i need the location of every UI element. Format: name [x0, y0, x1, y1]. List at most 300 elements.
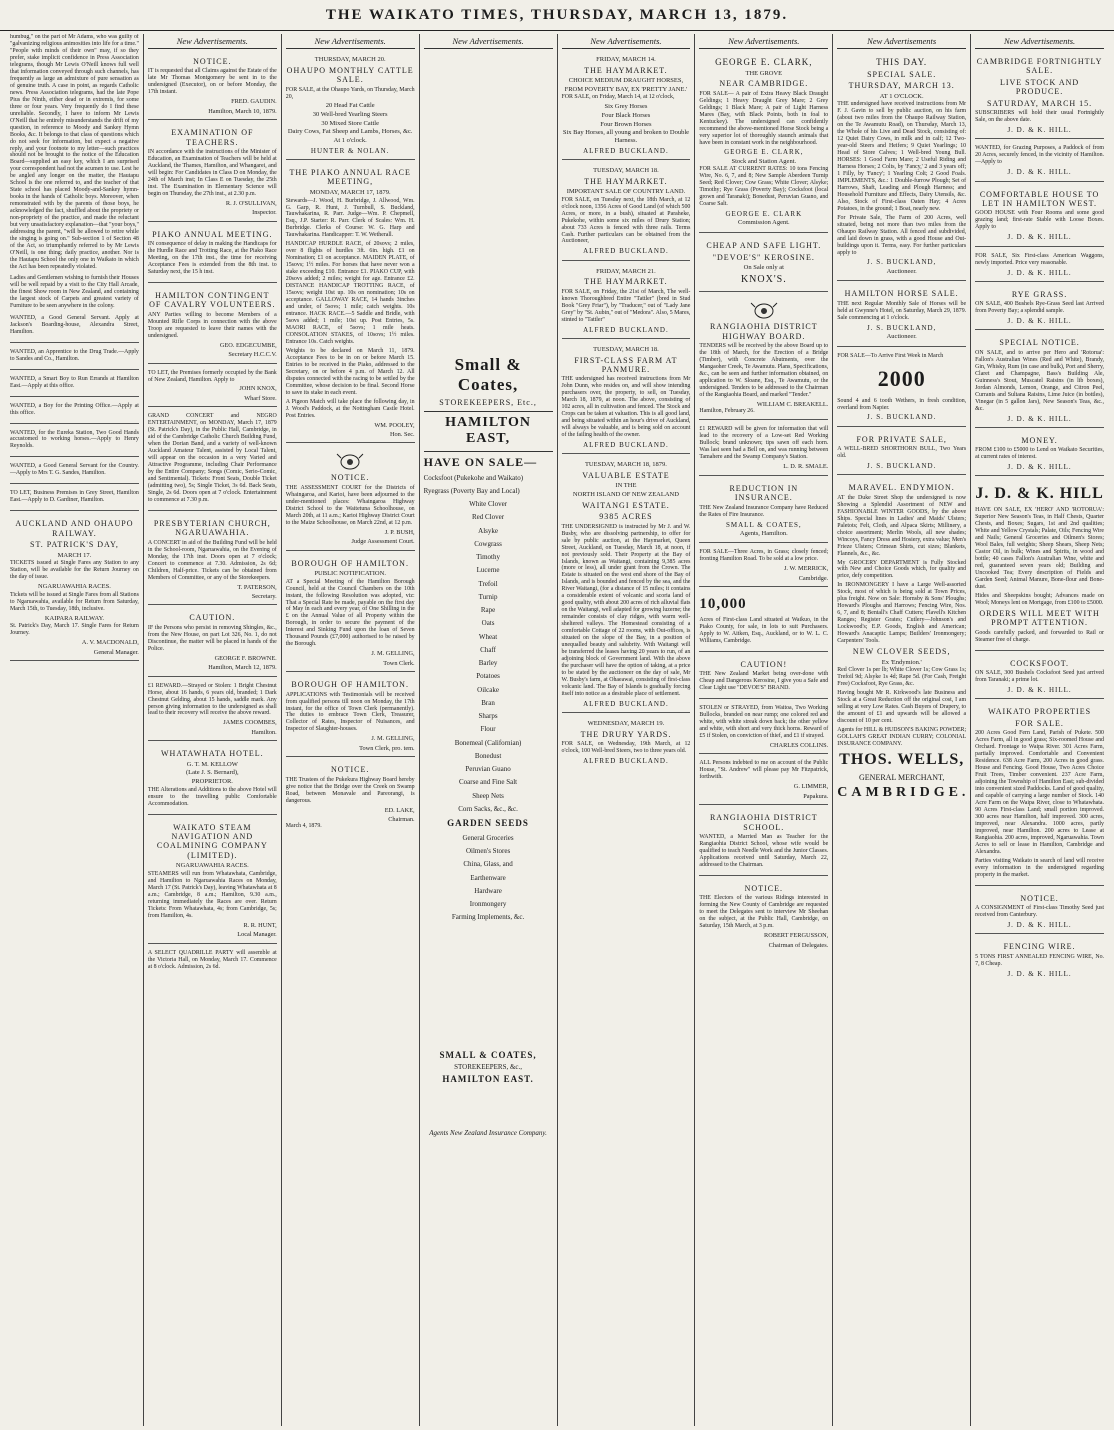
- kaipara-heading: KAIPARA RAILWAY.: [44, 614, 105, 622]
- tender-text: TENDERS will be received by the above Board up to the 18th of March, for the Erection of a Bridge (Timber), with Concrete Abutments, over the Mangaoher Creek, Te Awamutu. Plans, Specifications, &c., can be seen and further information obtained, on application to W. Sloane, Esq., Te Awamutu, or the undersigned. Tenders to be addressed to the Chairman of the Rangiaohia Board, and marked "Tender.": [699, 343, 829, 399]
- electors-text: THE Electors of the various Ridings interested in forming the New County of Cambridge are requested to meet the Delegates sent to interview Mr Sheehan on the subject, at the Public Hall, Cambridge, on Saturday, 15th March, at 3 p.m.: [699, 895, 829, 930]
- list-item: Coarse and Fine Salt: [458, 778, 518, 787]
- bull-text: A WELL-BRED SHORTHORN BULL, Two Years old.: [837, 446, 967, 460]
- list-item: Oats: [481, 619, 495, 628]
- waitangi-estate: [562, 457, 691, 713]
- seed-item: Ryegrass (Poverty Bay and Local): [423, 486, 520, 495]
- insurance-title: REDUCTION IN INSURANCE.: [729, 483, 799, 503]
- advertisement: [148, 410, 277, 511]
- ad-subtitle: FOR SALE.: [1015, 718, 1064, 728]
- list-item: 30 Mixed Store Cattle: [321, 119, 379, 127]
- firm-footer: SMALL & COATES,: [439, 1049, 537, 1060]
- ad-subtitle-2: (Late J. S. Bernard),: [185, 769, 239, 777]
- wanted-ads: [10, 312, 139, 512]
- railway-notice: [10, 514, 139, 661]
- ad-text-2: Hides and Sheepskins bought; Advances made on Wool; Moneys lent on Mortgage, from £100 to £5000.: [975, 592, 1104, 606]
- sale-signature: HUNTER & NOLAN.: [310, 146, 390, 155]
- list-item: Sharps: [478, 712, 498, 721]
- list-item: Corn Sacks, &c., &c.: [458, 804, 518, 813]
- ad-signature: J. D. & K. HILL.: [1007, 126, 1072, 135]
- ad-text: A CONCERT in aid of the Building Fund will be held in the School-room, Ngaruawahia, on the Evening of Monday, the 17th inst. Doors open at 7 o'clock; Concert to commence at 7.30. Admission, 2s 6d; Children, Half-price. Tickets can be obtained from Members of Committee, or any of the Storekeepers.: [147, 539, 277, 581]
- list-item: 20 Head Fat Cattle: [325, 102, 375, 110]
- column-heading: New Advertisements: [837, 34, 966, 49]
- railway-text: TICKETS issued at Single Fares any Station to any Station, will be available for the Return Journey on the day of issue.: [10, 560, 139, 581]
- notice-title: NOTICE.: [331, 473, 370, 483]
- clark-text: FOR SALE— A pair of Extra Heavy Black Draught Geldings; 1 Heavy Draught Grey Mare; 2 Grey Geldings; 1 Black Mare; A pair of Light Harness Mares (Bay, with Black Points, both in foal to Kentuckey). The undersigned can confidently recommend the above-mentioned Horse Stock being a very superior lot of thoroughly staunch animals that have been in constant work in the neighbourhood.: [699, 90, 829, 146]
- bullock-reward: [699, 423, 828, 475]
- sale-subtitle: IMPORTANT SALE OF COUNTRY LAND.: [566, 188, 686, 196]
- kerosine-brand: "DEVOE'S" KEROSINE.: [712, 252, 815, 262]
- clark-location: NEAR CAMBRIDGE.: [719, 79, 809, 89]
- clover-title: NEW CLOVER SEEDS,: [852, 647, 951, 657]
- debt-text: ALL Persons indebted to me on account of the Public House, "St. Andrew" will please pay Mr Fitzpatrick, forthwith.: [699, 760, 829, 781]
- ad-text: GRAND CONCERT and NEGRO ENTERTAINMENT, on MONDAY, March 17, 1879 (St. Patrick's Day), in the Public Hall, Cambridge, in aid of the Cambridge Catholic Church Building Fund, when the Dorian Band, and a variety of well-known Auckland Amateur Talent, assisted by Local Talent, will appear on the occasion in a very Varied and Attractive Programme, including Chair Performance by the Entire Company; Songs (Comic, Serio-Comic, and Sentimental). Tickets: Front Seats, Double Ticket (admitting two), 5s; Single Ticket, 3s 6d. Back Seats, Single, 2s 6d. Doors open at 7 o'clock. Entertainment to commence at 7.30 p.m.: [147, 413, 277, 503]
- advertisement: [975, 142, 1104, 181]
- bull-signature: J. S. BUCKLAND.: [867, 462, 937, 471]
- ad-signature: J. D. & K. HILL.: [1007, 317, 1072, 326]
- columns: [6, 34, 1108, 1426]
- ad-text: ON SALE, and to arrive per Hero and 'Rotorua': Fallon's Australian Wines (Red and White), Brandy, Gin, Whisky, Rum (in case and bulk), Port and Sherry, Claret and Champagne, Bass's Building Ale, Guinness's Stout, Muscatel Raisins (in lib boxes), Jordan Almonds, Lemon, Orange, and Citron Peel, Currants and Sultana Raisins, Lime Juice (in bottles), Vinegar (in 5 gallon Jars), New Season's Teas, &c., &c.: [975, 349, 1104, 412]
- column-6: [695, 34, 833, 1426]
- assessment-court-notice: [286, 446, 415, 550]
- merchant-title: GENERAL MERCHANT,: [859, 772, 945, 782]
- ad-text: 5 TONS FIRST ANNEALED FENCING WIRE, No. 7, 8 Cheap.: [975, 953, 1104, 967]
- clark-sub: THE GROVE: [745, 69, 783, 77]
- wethers-text: FOR SALE—To Arrive First Week in March: [837, 352, 944, 359]
- horse-sale-signature: J. S. BUCKLAND,: [867, 323, 937, 332]
- sale-signature: ALFRED BUCKLAND.: [583, 699, 669, 708]
- column-3: [282, 34, 420, 1426]
- private-sale-text: For Private Sale, The Farm of 200 Acres, well situated, being not more than two miles from the Ohaupo Railway Station. All fenced and subdivided, and laid down in grass, with a good House and Out-buildings upon it. Terms, easy. For further particulars apply to: [837, 214, 967, 256]
- ad-text: WANTED, a Good General Servant for the Country.—Apply to Mrs T. G. Sandes, Hamilton.: [10, 463, 139, 477]
- ad-signature: JAMES COOMBES,: [223, 719, 277, 727]
- acres-description: Acres of First-class Land situated at Waikuo, in the Piako County, for sale, in lots to suit Purchasers. Apply to W. Aitken, Esq., Auckland, or to W. L. C. Williams, Cambridge.: [699, 616, 829, 644]
- clark-title: GEORGE E. CLARK,: [715, 57, 813, 68]
- ad-signature-title: Secretary.: [251, 593, 277, 601]
- list-item: Red Clover: [472, 513, 505, 522]
- list-item: Trefoil: [478, 579, 498, 588]
- list-item: Ironmongery: [469, 900, 507, 909]
- ad-title: MONEY.: [1021, 435, 1058, 445]
- advertisement: [148, 52, 277, 120]
- ad-text: FOR SALE, Six First-class American Waggons, newly imported. Price very reasonable.: [975, 252, 1104, 266]
- advertisement: [975, 431, 1104, 477]
- clover-ship: Ex 'Endymion.': [881, 658, 922, 666]
- letter-body: humbug," on the part of Mr Adams, who was guilty of "galvanizing religious animosities into life for a time." "People with minds of their own" may, if so they prefer, stake implicit confidence in Press Association telegrams, though Mr Lewis O'Neill knows full well that information conveyed through such channels, has frequently as large an admixture of pure sensation as of genuine truth. A case in point, as regards Catholic news. Press Association telegrams, had the late Pope Pius the Ninth, either dead or in extremis, for some three or four years. Very frequently do I find these unreliable. Secondly, I have to inform Mr Lewis O'Neill that he entirely misunderstands the drift of my question, in reference to Moody and Sankey Hymn Books, &c. It belongs to that class of questions which do not seek for information, but expect a negative reply, and your footnote to my letter—such practices should not be brought to the notice of the Education Board—supplied an easy key, which I am surprised your correspondent had not the acumen to use. Lest he be angled any longer on the matter, the Hautapu School is the one referred to, and the teacher of that State school has placed Moody-and-Sankey hymn-books in the hands of Catholic boys. Moreover, when remonstrated with by the parents of those boys, he acknowledged the fact, shuffled about the propriety or non-propriety of the practice, and made the reluctant but very unsatisfactory explanation—that "your boys," addressing the parent, "will be allowed to retire while the singing is going on." Sub-section 1 of Section 48 of the Act, so triumphantly referred to by Mr Lewis O'Neill, is one thing; daily practice, another. Nor is the Hautapu School the only one in Waikato in which the Act has been repeatedly violated.: [10, 34, 139, 270]
- column-heading: New Advertisements.: [699, 34, 828, 49]
- ad-text: 200 Acres Good Fern Land, Parish of Pukete. 500 Acres Farm, all in good grass; Six-roomed House and Orchard. Frontage to Waipa River. 301 Acres Farm, partially improved. Comfortable and Convenient Residence. 638 Acre Farm, 200 Acres in good grass. House and Fencing. Good House, Two Acres Choice Fruit Trees, Timber convenient. 237 Acre Farm, adjoining the Township of Hamilton East; sub-divided into convenient sized Paddocks. Land of good quality, and capable of carrying a large number of Stock. 140 Acre Farm on the Waipa River, close to Whatawhata. 90 Acres First-class Land; small portion improved. 300 acres near Hamilton, half improved. 300 acres, improved, near Alexandra. 1000 acres, partly improved, near Hamilton. 200 acres to Lease at Rangiaohia. 200 acres, improved, Ngaruawahia. Town Acres to sell or lease in Hamilton, Cambridge and Alexandra.: [975, 730, 1104, 855]
- bridge-date: March 4, 1879.: [285, 823, 322, 830]
- ad-signature: J. D. & K. HILL.: [1007, 414, 1072, 423]
- clerk-signature-title: Town Clerk, pro. tem.: [359, 744, 415, 752]
- ad-subtitle-3: PROPRIETOR.: [191, 778, 233, 786]
- ad-title: PRESBYTERIAN CHURCH, NGARUAWAHIA.: [153, 518, 271, 538]
- column-heading: New Advertisements.: [286, 34, 415, 49]
- sale-signature: J. S. BUCKLAND,: [867, 258, 937, 267]
- sale-signature: ALFRED BUCKLAND.: [583, 325, 669, 334]
- ad-title: CAUTION.: [189, 613, 236, 623]
- ad-title: CAMBRIDGE FORTNIGHTLY SALE.: [976, 57, 1103, 76]
- highway-board-tender: [699, 295, 828, 420]
- firm-footer-location: HAMILTON EAST.: [442, 1074, 534, 1085]
- piako-race-meeting: [286, 163, 415, 443]
- sale-origin: FROM POVERTY BAY, EX 'PRETTY JANE.': [564, 85, 688, 93]
- ad-date: SATURDAY, MARCH 15.: [986, 98, 1093, 108]
- ad-signature: J. D. & K. HILL.: [1007, 969, 1072, 978]
- agents-line: Agents New Zealand Insurance Company.: [429, 1129, 547, 1138]
- ad-text: SUBSCRIBERS will hold their usual Fortnightly Sale, on the above date.: [975, 110, 1104, 124]
- column-8-ads: [975, 52, 1104, 982]
- sale-signature: ALFRED BUCKLAND.: [583, 757, 669, 766]
- list-item: White Clover: [469, 500, 508, 509]
- wethers-sale: [837, 350, 966, 427]
- sale-lines: [562, 103, 691, 144]
- advertisement: [10, 373, 139, 397]
- list-item: Peruvian Guano: [465, 765, 511, 774]
- sale-region: NORTH ISLAND OF NEW ZEALAND: [572, 491, 679, 499]
- special-sale: [837, 52, 966, 281]
- acres-text: FOR SALE—Three Acres, in Grass; closely fenced; fronting Hamilton Road. To be sold at a low price.: [699, 549, 829, 563]
- stolen-signature: CHARLES COLLINS.: [769, 741, 829, 749]
- ad-text: IF the Persons who persist in removing Shingles, &c., from the New House, on part Lot 326, No. 1, do not Discontinue, the matter will be placed in hands of the Police.: [147, 624, 277, 652]
- list-item: Lucerne: [476, 566, 500, 575]
- school-title: RANGIAOHIA DISTRICT SCHOOL.: [709, 813, 818, 832]
- advertisement: [975, 285, 1104, 331]
- ad-text: £1 REWARD.—Strayed or Stolen: 1 Bright Chestnut Horse, about 16 hands, 6 years old, branded; 1 Dark Chestnut Gelding, about 15 hands, saddle mark. Any person giving information to the undersigned as shall lead to their recovery will receive the above reward.: [147, 682, 277, 717]
- clover-prices: Red Clover 1s per lb; White Clover 1s; Cow Grass 1s; Trefoil 9d; Alsyke 1s 4d; Rape 5d. (For Cash, Freight Free) Cocksfoot, Rye Grass, &c.: [837, 667, 967, 688]
- sale-title: THE HAYMARKET.: [584, 65, 668, 75]
- acres-number: 10,000: [699, 596, 747, 613]
- ad-text: WANTED, for Grazing Purposes, a Paddock of from 20 Acres, securely fenced, in the vicinity of Hamilton.—Apply to: [975, 145, 1104, 166]
- sale-date: WEDNESDAY, MARCH 19.: [587, 720, 665, 728]
- borough-signature-title: Town Clerk.: [383, 659, 415, 667]
- ad-title: PIAKO ANNUAL MEETING.: [152, 229, 273, 239]
- advertisement: [10, 346, 139, 370]
- ad-signature: GEO. EDGECUMBE,: [219, 341, 277, 349]
- ad-signature: J. D. & K. HILL.: [1007, 233, 1072, 242]
- list-item: General Groceries: [462, 833, 514, 842]
- ad-signature: R. J. O'SULLIVAN,: [225, 199, 277, 207]
- race-programme: HANDICAP HURDLE RACE, of 20sovs; 2 miles, over 8 flights of hurdles 3ft. 6in. high. £1 on Nomination; £1 on acceptance. MAIDEN PLATE, of 15sovs; 1½ miles. For horses that have never won a stake exceeding £10. Entrance £1. PIAKO CUP, with 20sovs added; 2 miles; weight for age. Entrance £2. DISTANCE HANDICAP TROTTING RACE, of 15sovs; weight 10st up. 10s on nomination; 10s on acceptance. GALLOWAY RACE, 14 hands 3inches and under, of 5sovs; 1 mile; catch weights. 10s entrance. HACK RACE.—5 Saddle and Bridle, with 5sovs added; 1 mile; 10st up. Post Entries, 5s. MAORI RACE, of 5sovs; 1 mile heats. CONSOLATION STAKES, of 10sovs; 1½ miles. Entrance 10s. Catch weights.: [285, 241, 415, 345]
- advertisement: [975, 250, 1104, 282]
- railway-title: AUCKLAND AND OHAUPO RAILWAY.: [15, 519, 134, 538]
- sale-title: OHAUPO MONTHLY CATTLE SALE.: [286, 65, 414, 85]
- races-text: Tickets will be issued at Single Fares from all Stations to Ngaruawahia, available for Return from Saturday, March 15th, to Tuesday, 18th, inclusive.: [10, 591, 139, 612]
- stock-list-2: [424, 834, 553, 922]
- insurance-reduction: [699, 479, 828, 544]
- reward-signature: L. D. R. SMALE.: [783, 463, 829, 471]
- sale-title: VALUABLE ESTATE: [582, 471, 670, 481]
- advertisement: [975, 937, 1104, 982]
- ad-text-2: Parties visiting Waikato in search of land will receive every information in the undersigned regarding property in the market.: [975, 857, 1104, 878]
- column-1: [6, 34, 144, 1426]
- ad-signature-title: Wharf Store.: [244, 394, 277, 402]
- advertisement: [148, 744, 277, 814]
- ad-signature-title: Hamilton, March 12, 1879.: [208, 664, 277, 672]
- firm-location: HAMILTON EAST,: [424, 411, 553, 452]
- race-date: MONDAY, MARCH 17, 1879.: [309, 188, 391, 196]
- sale-text: FOR SALE, on Tuesday next, the 18th March, at 12 o'clock noon, 1356 Acres of Good Land (of which 500 Acres, or more, in a bush), situated at Paraheke, Pukekohe, within some six miles of Drury Station; about 733 Acres is fenced with three rails. Terms Cash. Further particulars can be obtained from the Auctioneer,: [561, 196, 691, 245]
- advertisement: [10, 312, 139, 343]
- three-acres-sale: [699, 546, 828, 587]
- sale-text: FOR SALE, at the Ohaupo Yards, on Thursday, March 20,: [285, 86, 415, 100]
- merchant-location: CAMBRIDGE.: [837, 785, 970, 801]
- ad-title: RYE GRASS.: [1011, 289, 1068, 299]
- sale-text: THE undersigned has received instructions from Mr John Dunn, who resides on, and will show intending purchasers over, the property, to sell, on Tuesday, March 18, 1879, at noon. The above, consisting of 102 acres, all in cultivation and fenced. The Stock and Crops can be taken at valuation. This is all good land, and being situated within an hour's drive of Auckland, will always be valuable, and is being sold on account of the failing health of the owner.: [561, 376, 691, 439]
- advertisement: [148, 947, 277, 977]
- seed-item: Cocksfoot (Pukekohe and Waikato): [423, 473, 524, 482]
- column-5: [558, 34, 696, 1426]
- garden-seeds: GARDEN SEEDS: [447, 818, 529, 829]
- list-item: Rape: [480, 606, 496, 615]
- advertisement: [148, 123, 277, 222]
- ad-title: WHATAWHATA HOTEL.: [161, 749, 264, 759]
- advertisement: [10, 460, 139, 484]
- borough-text: AT a Special Meeting of the Hamilton Borough Council, held at the Council Chambers on the 10th instant, the following Resolution was adopted, viz: That a Special Rate be made, payable on the first day of May in each and every year, of One Shilling in the £ on the Annual Value of all Property within the Borough, in order to secure the payment of the Interest and Sinking Fund upon the loan of Seven Thousand Pounds (£7,000) authorised to be raised by the Borough.: [285, 578, 415, 648]
- kerosine-ad: [699, 236, 828, 292]
- ad-title: COMFORTABLE HOUSE TO LET IN HAMILTON WEST.: [979, 189, 1100, 208]
- borough-title: BOROUGH OF HAMILTON.: [291, 558, 409, 568]
- column-heading: New Advertisements.: [148, 34, 277, 49]
- furnishing-notice: Ladies and Gentlemen wishing to furnish their Houses will be well repaid by a visit to the City Hall Arcade, the finest Show room in New Zealand, and containing the largest stock of Carpets and greatest variety of Furniture to be seen anywhere in the colony.: [10, 274, 139, 309]
- ad-text: GOOD HOUSE with Four Rooms and some good grazing land; first-rate Stable with Loose Boxes. Apply to: [975, 210, 1104, 231]
- column-2-ads: [148, 52, 277, 977]
- sale-text: FOR SALE, on Wednesday, 19th March, at 12 o'clock, 100 Well-bred Steers, two to three years old.: [561, 741, 691, 755]
- race-conditions: Weights to be declared on March 11, 1879. Acceptance Fees to be in on or before March 15. Entries to be received in the Piako, addressed to the Secretary, on or before 4 p.m. of March 12. All disputes connected with the racing to be settled by the Committee, whose decision to be final. Second Horse to save its stake in each event.: [285, 347, 415, 396]
- column-heading: New Advertisements.: [975, 34, 1104, 49]
- ad-title: NOTICE.: [1020, 893, 1059, 903]
- ironmongery-text: In IRONMONGERY I have a Large Well-assorted Stock, most of which is being sold at Town Prices, plus freight. Now on Sale: Hornsby & Sons' Ploughs; Howard's Ploughs and Harrows; Fencing Wire, Nos. 6, 7, and 8; Bentall's Chaff Cutters; Flavell's Kitchen Ranges; Register Grates; Cutlery—Johnson's and Lockwood's; E.P. Goods, English and American; Howard's Anacaptic Lamps; Builders' Ironmongery; Carpenters' Tools.: [837, 582, 967, 645]
- column-4: [420, 34, 558, 1426]
- bridge-signature: ED. LAKE,: [384, 806, 415, 814]
- wethers-description: Sound 4 and 6 tooth Wethers, in fresh condition, overland from Napier.: [837, 397, 967, 411]
- masthead: THE WAIKATO TIMES, THURSDAY, MARCH 13, 1879.: [0, 0, 1114, 31]
- sale-date: FRIDAY, MARCH 14.: [596, 56, 656, 64]
- firm-name: Small & Coates,: [454, 355, 522, 395]
- sale-date: THURSDAY, MARCH 13.: [848, 81, 955, 91]
- ad-subtitle: G. T. M. KELLOW: [186, 760, 238, 768]
- tender-date: Hamilton, February 26.: [699, 408, 755, 415]
- ad-text: STEAMERS will run from Whatawhata, Cambridge, and Hamilton to Ngaruawahia Races on Monday, March 17 (St. Patrick's Day), leaving Whatawhata at 8 a.m.; Cambridge, 8 a.m.; Hamilton, 9.30 a.m., returning immediately the Races are over. Return Tickets: From Whatawhata, 4s; from Cambridge, 5s; from Hamilton, 4s.: [147, 871, 277, 919]
- list-item: Six Grey Horses: [604, 103, 648, 111]
- ad-signature-title: Secretary H.C.C.V.: [228, 351, 277, 359]
- list-item: Potatoes: [476, 672, 500, 681]
- clerk-title: BOROUGH OF HAMILTON.: [291, 680, 409, 690]
- sale-signature: ALFRED BUCKLAND.: [583, 146, 669, 155]
- advertisement: [10, 400, 139, 424]
- ad-title: FENCING WIRE.: [1003, 942, 1076, 952]
- grocery-text: My GROCERY DEPARTMENT is Fully Stocked with New and Choice Goods which, for quality and price, defy competition.: [837, 559, 967, 580]
- sale-subtitle: SPECIAL SALE.: [867, 69, 937, 79]
- railway-date: MARCH 17.: [57, 551, 92, 559]
- sale-date: FRIDAY, MARCH 21.: [596, 267, 656, 275]
- ad-title: EXAMINATION OF TEACHERS.: [171, 128, 254, 147]
- ohaupo-cattle-sale: [286, 52, 415, 160]
- ad-text-3: Goods carefully packed, and forwarded to Rail or Steamer free of charge.: [975, 629, 1104, 643]
- ad-text: ANY Parties willing to become Members of a Mounted Rifle Corps in connection with the above Troop are requested to leave their names with the undersigned.: [147, 311, 277, 339]
- sale-title: THIS DAY.: [876, 57, 928, 68]
- advertisement: [975, 889, 1104, 935]
- sale-text: THE undersigned have received instructions from Mr F. J. Gavin to sell by public auction, on his farm (about two miles from the Ohaupo Railway Station, on the Te Awamutu Road), on Thursday, March 13, the Whole of his Live and Dead Stock, consisting of: 12 Quiet Dairy Cows, in milk and in calf; 12 Two-year-old Steers and Heifers; 9 Quiet Yearlings; 10 Head of Store Calves; 1 Well-bred Young Bull. HORSES: 1 Good Farm Mare; 2 Useful Riding and Harness Horses; 2 Colts, by 'Fancy,' 2 and 3 years off; 1 Filly, by 'Fancy'; 1 Yearling Colt; 2 Good Foals. IMPLEMENTS, &c.: 1 Double-furrow Plough; Set of Harrows, Shaft, Leading and Plough Harness; and Household Furniture and Effects, Dairy Utensils, &c. Also, Stock of First-class Oaten Hay; 4 Acres Potatoes, in the ground; 1 Boat, nearly new.: [837, 101, 967, 212]
- caution-kerosine: [699, 655, 828, 699]
- sale-time: AT 1 O'CLOCK.: [879, 92, 924, 100]
- advertisement: [975, 479, 1104, 650]
- ten-thousand-acres: [699, 590, 828, 652]
- clark-signature-2: GEORGE E. CLARK: [725, 210, 803, 219]
- ad-title: HAMILTON CONTINGENT OF CAVALRY VOLUNTEERS.: [149, 290, 276, 310]
- advertisement: [975, 702, 1104, 885]
- acres-location: Cambridge.: [798, 574, 829, 582]
- sale-signature: ALFRED BUCKLAND.: [583, 441, 669, 450]
- list-item: Wheat: [478, 632, 498, 641]
- ad-text: FROM £100 to £5000 to Lend on Waikato Securities, at current rates of interest.: [975, 447, 1104, 461]
- ad-text: HAVE ON SALE, EX 'HERO' AND 'ROTORUA': Superior New Season's Teas, in Half Chests, Quarter Chests, and Boxes; Sugars, 1st and 2nd qualities; White and Yellow Crystals; Palate, Oils; Fencing Wire and Nails; General Groceries and Oilmen's Stores; Wool Bales, full weights; Sheep Shears, Sheep Nets; Castor Oil, in bulk; Wines and Spirits, in wood and bottle; 40 cases Fallon's Australian Wine, white and red, guaranteed seven years old; Building and Uncooked Tea; Every description of Fields and Garden Seed; Animal Manure, Bone-flour and Bone-dust.: [975, 507, 1104, 590]
- stock-list: [424, 500, 553, 813]
- ad-text: THE Alterations and Additions to the above Hotel will ensure to the travelling public Comfortable Accommodation.: [147, 786, 277, 807]
- ad-signature: FRED. GAUDIN.: [231, 98, 277, 106]
- ad-signature: R. R. HUNT,: [243, 921, 277, 929]
- sale-date: TUESDAY, MARCH 18.: [593, 345, 659, 353]
- notice-signature-title: Judge Assessment Court.: [351, 538, 415, 546]
- sale-title: THE HAYMARKET.: [584, 277, 668, 287]
- panmure-farm: [562, 342, 691, 455]
- bridge-signature-title: Chairman.: [388, 815, 415, 823]
- sale-title: FIRST-CLASS FARM AT PANMURE.: [574, 355, 678, 374]
- clerk-signature: J. M. GELLING,: [371, 735, 415, 743]
- reward-text: £1 REWARD will be given for information that will lead to the recovery of a Low-set Red Working Bullock; brand unknown; tips sawn off each horn. Was last seen had a Bell on, and was running between Tamahere and the Swamp Company's Station.: [699, 426, 829, 461]
- sale-date: THURSDAY, MARCH 20.: [314, 56, 386, 64]
- bridge-notice: [286, 760, 415, 834]
- george-clark-ad: [699, 52, 828, 233]
- list-item: Oilmen's Stores: [465, 847, 511, 856]
- notice-text: THE ASSESSMENT COURT for the Districts of Whaingaroa, and Karioi, have been adjourned to the under-mentioned places: Whaingaroa Highway District School to the Waitetuna Schoolhouse, on March 20th, at 11 a.m.; Karioi Highway District Court to the Maize Schoolhouse, on March 22nd, at 12 p.m.: [285, 484, 415, 526]
- caution-text: THE New Zealand Market being over-done with Cheap and Dangerous Kerosine, I give you a Safe and Clear Light use "DEVOE'S" BRAND.: [699, 671, 829, 692]
- ad-text: A SELECT QUADRILLE PARTY will assemble at the Victoria Hall, on Monday, March 17. Commence at 8 o'clock. Admission, 2s 6d.: [147, 949, 277, 970]
- ad-signature: GEORGE F. BROWNE.: [214, 654, 277, 662]
- ad-signature: J. D. & K. HILL.: [1007, 168, 1072, 177]
- clark-signature-title-2: Commission Agent.: [737, 219, 790, 227]
- race-signature: WM. POOLEY,: [374, 421, 415, 429]
- electors-signature: ROBERT FERGUSSON,: [764, 932, 829, 940]
- district-school: [699, 808, 828, 876]
- column-2: [144, 34, 282, 1426]
- list-item: Bran: [481, 698, 495, 707]
- stolen-bullocks: [699, 702, 828, 754]
- ad-signature-title: Local Manager.: [237, 931, 277, 939]
- borough-signature: J. M. GELLING,: [371, 650, 415, 658]
- sale-text: FOR SALE, on Friday, March 14, at 12 o'clock,: [561, 94, 675, 101]
- list-item: 30 Well-bred Yearling Steers: [312, 111, 388, 119]
- advertisement: [148, 514, 277, 606]
- ad-subtitle: NGARUAWAHIA RACES.: [175, 862, 249, 870]
- sale-text: FOR SALE, on Friday, the 21st of March, The well-known Thoroughbred Entire "Tattler" (bred in Stud Book "Grey Friar"), by "Traducer," out of "Lady Jane Grey" by "St. Aubin," out of "Medora". Also, 5 Mares, stinted to "Tattler": [561, 288, 691, 323]
- ships-title: MARAVEL. ENDYMION.: [848, 483, 955, 493]
- ad-text: WANTED, a Smart Boy to Run Errands at Hamilton East.—Apply at this office.: [10, 375, 139, 389]
- railway-signature: A. V. MACDONALD,: [81, 639, 139, 647]
- clark-signature: GEORGE E. CLARK,: [724, 148, 804, 157]
- bridge-text: THE Trustees of the Pukekura Highway Board hereby give notice that the Bridge over the Creek on Swamp Road, between Monavale and Pareorangi, is dangerous.: [285, 776, 415, 804]
- list-item: Oilcake: [477, 685, 499, 694]
- estate-acres: 9385 ACRES: [599, 512, 653, 522]
- borough-subtitle: PUBLIC NOTIFICATION.: [314, 569, 386, 577]
- thos-wells-ad: [837, 478, 970, 808]
- sale-date: TUESDAY, MARCH 18, 1879.: [584, 461, 667, 469]
- column-heading: New Advertisements.: [562, 34, 691, 49]
- horse-sale-signature-title: Auctioneer.: [886, 332, 917, 340]
- haymarket-horses: [562, 52, 691, 160]
- debt-notice: [699, 757, 828, 805]
- advertisement: [975, 654, 1104, 700]
- tender-signature: WILLIAM C. BREAKELL.: [756, 401, 829, 409]
- school-text: WANTED, a Married Man as Teacher for the Rangiaohia District School, whose wife would be qualified to teach Needle Work and the Junior Classes. Applications received until Saturday, March 22, addressed to the Chairman.: [699, 834, 829, 868]
- pigeon-match: A Pigeon Match will take place the following day, in J. Wood's Paddock, at the Nottingham Castle Hotel. Post Entries.: [285, 398, 415, 419]
- ad-signature: JOHN KNOX,: [239, 385, 277, 393]
- sale-subtitle: CHOICE MEDIUM DRAUGHT HORSES,: [568, 77, 684, 85]
- ad-text: IT is requested that all Claims against the Estate of the late Mr Thomas Montgomery be sent in to the undersigned (Executor), on or before Monday, the 17th instant.: [147, 68, 277, 96]
- column-heading: New Advertisements.: [424, 34, 553, 49]
- ad-text: TO LET, the Premises formerly occupied by the Bank of New Zealand, Hamilton. Apply to: [147, 369, 277, 383]
- ad-text: WANTED, an Apprentice to the Drug Trade.—Apply to Sandes and Co., Hamilton.: [10, 348, 139, 362]
- have-on-sale: HAVE ON SALE—: [423, 454, 538, 469]
- list-item: At 1 o'clock.: [333, 137, 367, 145]
- advertisement: [148, 680, 277, 742]
- ad-text: WANTED, a Good General Servant. Apply at Jackson's Boarding-house, Alexandra Street, Hamilton.: [10, 314, 139, 335]
- list-item: China, Glass, and: [463, 860, 513, 869]
- railway-subtitle: ST. PATRICK'S DAY,: [30, 540, 119, 550]
- race-officials: Stewards—J. Wood, H. Burbridge, J. Allwood, Wm. G. Garp, R. Hunt, J. Turnbull, S. Buckland, Tauwhakarina, R. Parr. Judge—Wm. P. Chepmell, Esq., J.P. Starter: R. Parr. Clerk of Scales: Wm. H. Burbridge. Clerks of Course: W. G. Harp and Tauwhakarina. Handicapper: T. W. Wetherall.: [285, 197, 415, 239]
- race-title: THE PIAKO ANNUAL RACE MEETING,: [289, 168, 411, 187]
- list-item: Farming Implements, &c.: [451, 913, 525, 922]
- list-item: Hardware: [474, 886, 502, 895]
- list-item: Timothy: [476, 553, 500, 562]
- acres-signature: J. W. MERRICK,: [783, 565, 829, 573]
- sale-signature: ALFRED BUCKLAND.: [583, 247, 669, 256]
- advertisement: [975, 333, 1104, 427]
- royal-crest-icon: [335, 452, 365, 470]
- notice-signature: J. P. BUSH,: [384, 528, 415, 536]
- column-7: [833, 34, 971, 1426]
- royal-crest-icon: [749, 301, 779, 319]
- borough-notification: [286, 554, 415, 673]
- ad-text: WANTED, for the Eureka Station, Two Good Hands accustomed to working horses.—Apply to Henry Reynolds.: [10, 429, 139, 450]
- ad-text: WANTED, a Boy for the Printing Office.—Apply at this office.: [10, 402, 139, 416]
- clark-stock: FOR SALE AT CURRENT RATES: 10 tons Fencing Wire, No. 6, 7, and 8; New Sample Aberdeen Turnip Seed; Red Clover; Cow Grass; White Clover; Alsyke; Timothy; Rye Grass (Poverty Bay); Cocksfoot (local grown and Taranaki); Bonedust, Peruvian Guano, and Coarse Salt.: [699, 166, 829, 208]
- ad-signature: J. D. & K. HILL.: [1007, 268, 1072, 277]
- advertisement: [148, 608, 277, 676]
- advertisement: [148, 225, 277, 283]
- ad-text: IN accordance with the instructions of the Minister of Education, an Examination of Teachers will be held at Auckland, the Thames, Hamilton, and Whangarei, and will begin: For Candidates in Class D on Monday, the 24th of March inst; In Class E on Tuesday, the 25th inst. The Examination in Elementary Science will begin on Thursday, the 27th inst., at 2.30 p.m.: [147, 149, 277, 197]
- country-land-sale: [562, 163, 691, 261]
- stolen-text: STOLEN or STRAYED, from Waitoa, Two Working Bullocks, branded on near rump; one colored red and white, with white streak down back; the other yellow and white, with short and very thick horns. Reward of £5 if Stolen, on conviction of thief, and £1 if strayed.: [699, 705, 829, 739]
- list-item: Four Brown Horses: [600, 120, 652, 128]
- ad-text: ON SALE, 300 Bushels Cocksfoot Seed just arrived from Taranaki; a prime lot.: [975, 670, 1104, 684]
- sale-lines: [286, 102, 415, 144]
- ad-signature: T. PATERSON,: [237, 583, 277, 591]
- bridge-title: NOTICE.: [331, 765, 370, 775]
- ad-text: A CONSIGNMENT of First-class Timothy Seed just received from Canterbury.: [975, 904, 1104, 918]
- tender-title: RANGIAOHIA DISTRICT HIGHWAY BOARD.: [709, 322, 818, 341]
- ad-title: WAIKATO STEAM NAVIGATION AND COALMINING COMPANY (LIMITED).: [156, 822, 268, 860]
- list-item: Four Black Horses: [601, 112, 651, 120]
- advertisement: [975, 52, 1104, 139]
- races-heading: NGARUAWAHIA RACES.: [38, 583, 111, 591]
- clerk-text: APPLICATIONS with Testimonials will be received from qualified persons till noon on Monday, the 17th instant, for the office of Town Clerk (permanently). The duties to embrace Town Clerk, Treasurer, Collector of Rates, Inspector of Nuisances, and Inspector of Slaughter-houses.: [285, 691, 415, 733]
- horse-sale-text: THE next Regular Monthly Sale of Horses will be held at Gwynne's Hotel, on Saturday, March 29, 1879. Sale commencing at 1 o'clock.: [837, 300, 967, 321]
- list-item: Chaff: [480, 645, 496, 654]
- advertisement: [148, 818, 277, 944]
- insurance-text: THE New Zealand Insurance Company have Reduced the Rates of Fire Insurance.: [699, 504, 829, 518]
- race-signature-title: Hon. Sec.: [389, 431, 415, 438]
